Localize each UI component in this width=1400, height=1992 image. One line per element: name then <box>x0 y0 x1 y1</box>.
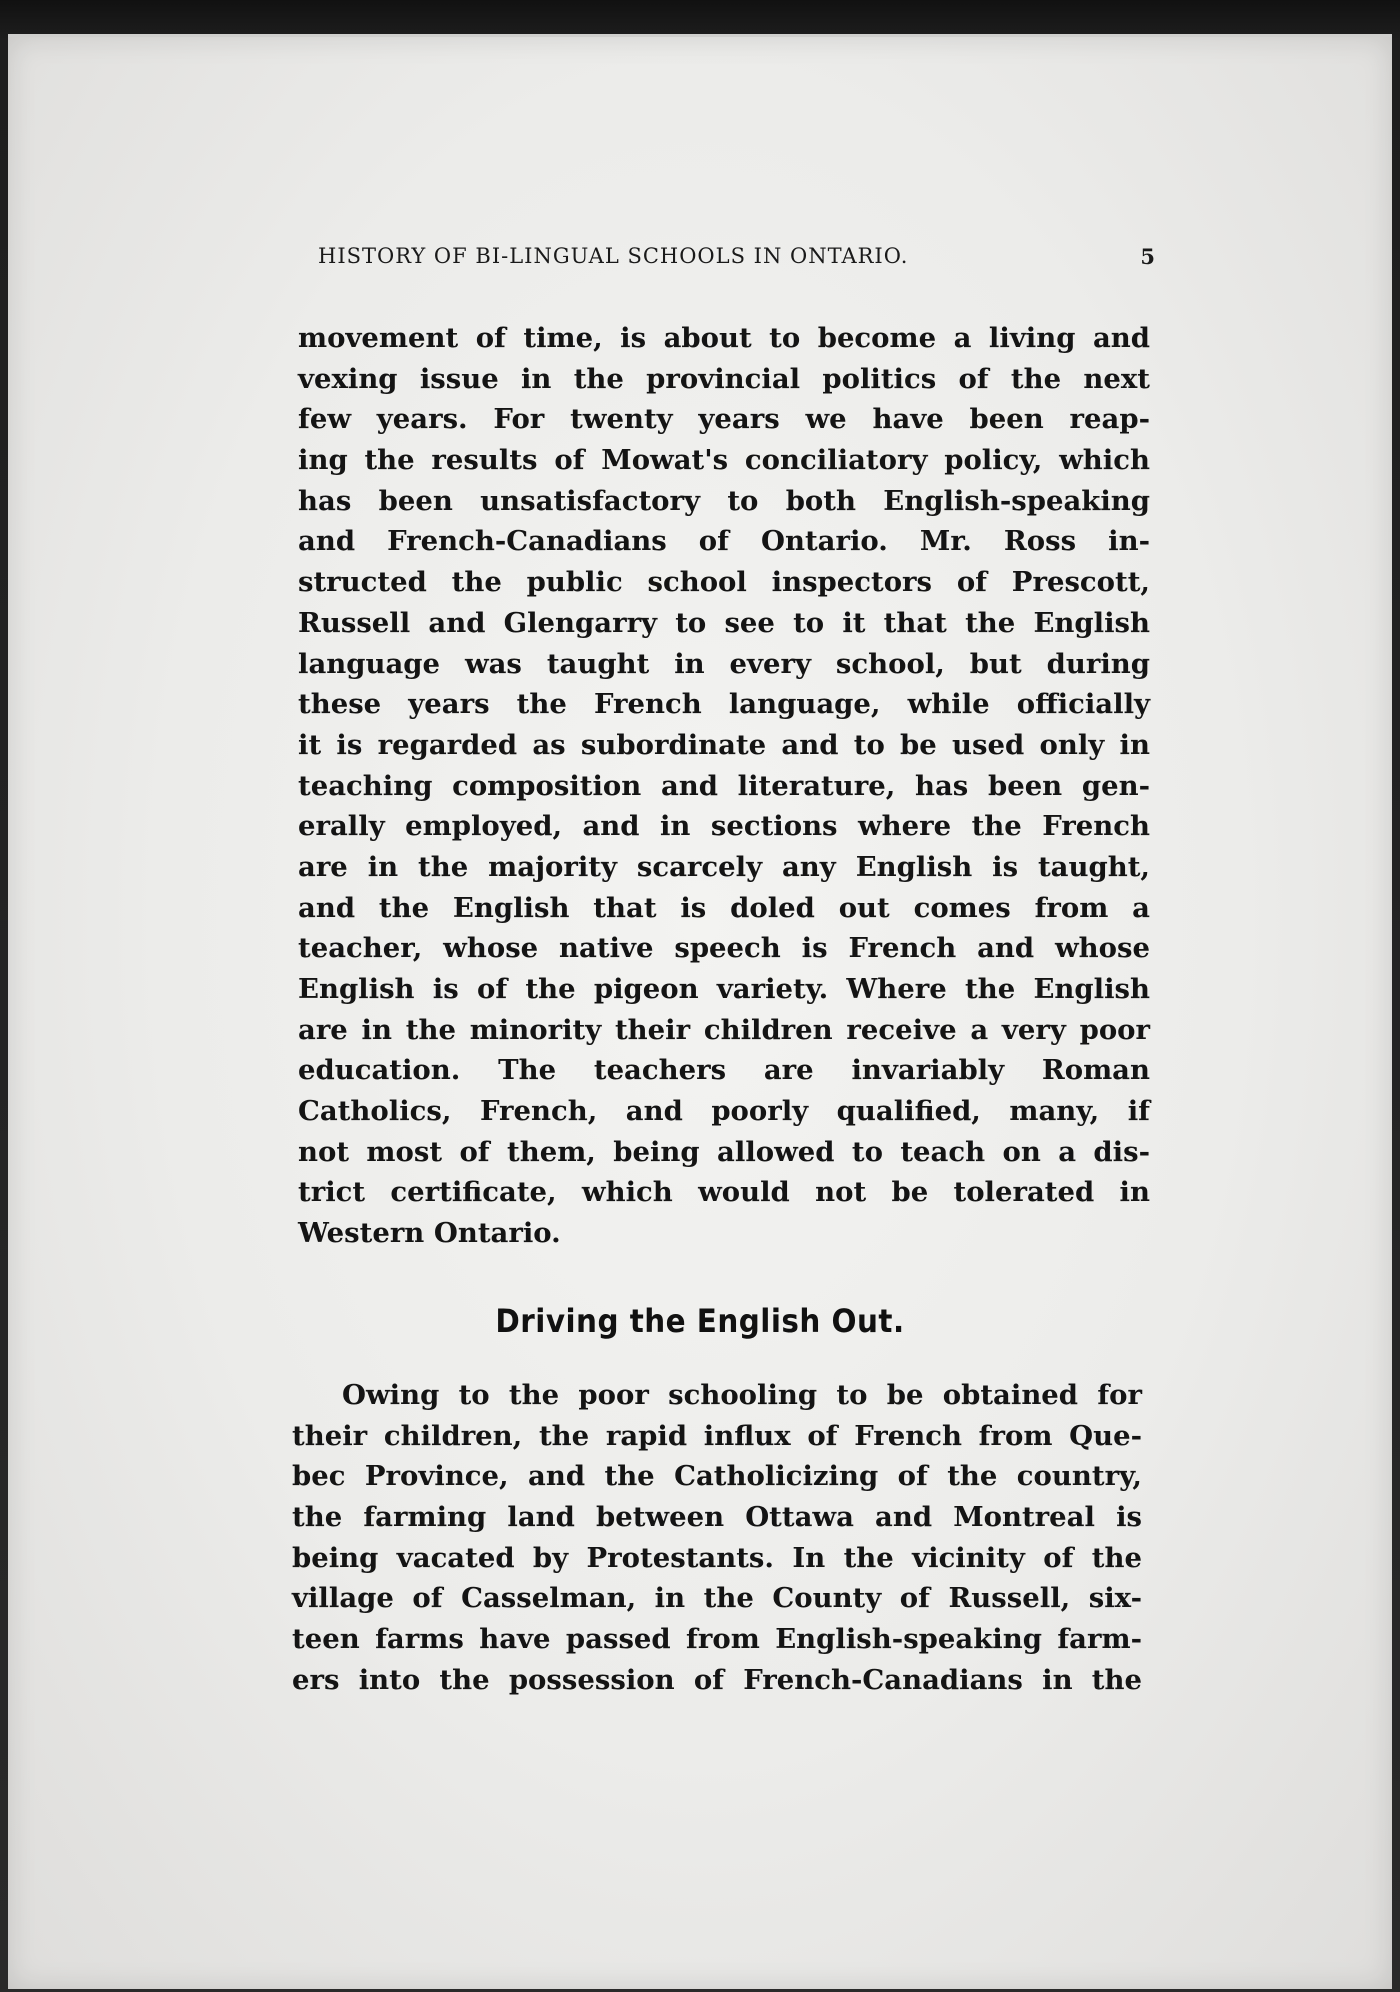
running-head <box>318 244 1156 274</box>
text-line: Western Ontario. <box>298 1217 561 1250</box>
text-line: the farming land between Ottawa and Montreal is <box>292 1501 1142 1534</box>
text-line: being vacated by Protestants. In the vicinity of the <box>292 1541 1142 1574</box>
running-head-title: HISTORY OF BI-LINGUAL SCHOOLS IN ONTARIO. <box>318 244 909 268</box>
text-line: ing the results of Mowat's conciliatory policy, which <box>298 444 1150 477</box>
paragraph-1 <box>298 318 1150 1254</box>
paragraph-2 <box>292 1375 1142 1701</box>
text-line: English is of the pigeon variety. Where the English <box>298 973 1150 1005</box>
text-line: teen farms have passed from English-speaking farm- <box>292 1623 1142 1656</box>
text-line: their children, the rapid influx of French from Que- <box>292 1419 1142 1452</box>
text-line: teaching composition and literature, has been gen- <box>298 769 1150 802</box>
text-line: and the English that is doled out comes from a <box>298 891 1150 924</box>
text-line: ers into the possession of French-Canadians in the <box>292 1663 1142 1696</box>
text-line: not most of them, being allowed to teach on a dis- <box>298 1135 1150 1168</box>
text-line: are in the minority their children receive a very poor <box>298 1013 1150 1046</box>
text-line: education. The teachers are invariably Roman <box>298 1054 1150 1087</box>
section-heading-text: Driving the English Out. <box>495 1302 905 1340</box>
text-line: and French-Canadians of Ontario. Mr. Ross in- <box>298 525 1150 558</box>
text-line: these years the French language, while officially <box>298 688 1150 721</box>
page-number: 5 <box>1140 244 1156 269</box>
text-line: vexing issue in the provincial politics of the next <box>298 362 1150 395</box>
text-line: it is regarded as subordinate and to be used only in <box>298 728 1150 761</box>
text-line: language was taught in every school, but during <box>298 647 1150 680</box>
text-line: trict certificate, which would not be tolerated in <box>298 1176 1150 1209</box>
text-line: Catholics, French, and poorly qualified, many, if <box>298 1095 1150 1128</box>
section-heading <box>56 1302 1344 1340</box>
text-line: are in the majority scarcely any English is taught, <box>298 850 1150 883</box>
text-line: Owing to the poor schooling to be obtained for <box>342 1379 1142 1411</box>
text-line: erally employed, and in sections where the French <box>298 810 1150 843</box>
text-line: structed the public school inspectors of Prescott, <box>298 566 1150 599</box>
text-line: village of Casselman, in the County of Russell, six- <box>292 1582 1142 1615</box>
text-line: bec Province, and the Catholicizing of the country, <box>292 1460 1142 1493</box>
text-line: teacher, whose native speech is French and whose <box>298 932 1150 965</box>
text-line: has been unsatisfactory to both English-speaking <box>298 484 1150 517</box>
text-line: Russell and Glengarry to see to it that the English <box>298 606 1150 639</box>
text-line: few years. For twenty years we have been reap- <box>298 403 1150 436</box>
text-line: movement of time, is about to become a living and <box>298 322 1150 354</box>
